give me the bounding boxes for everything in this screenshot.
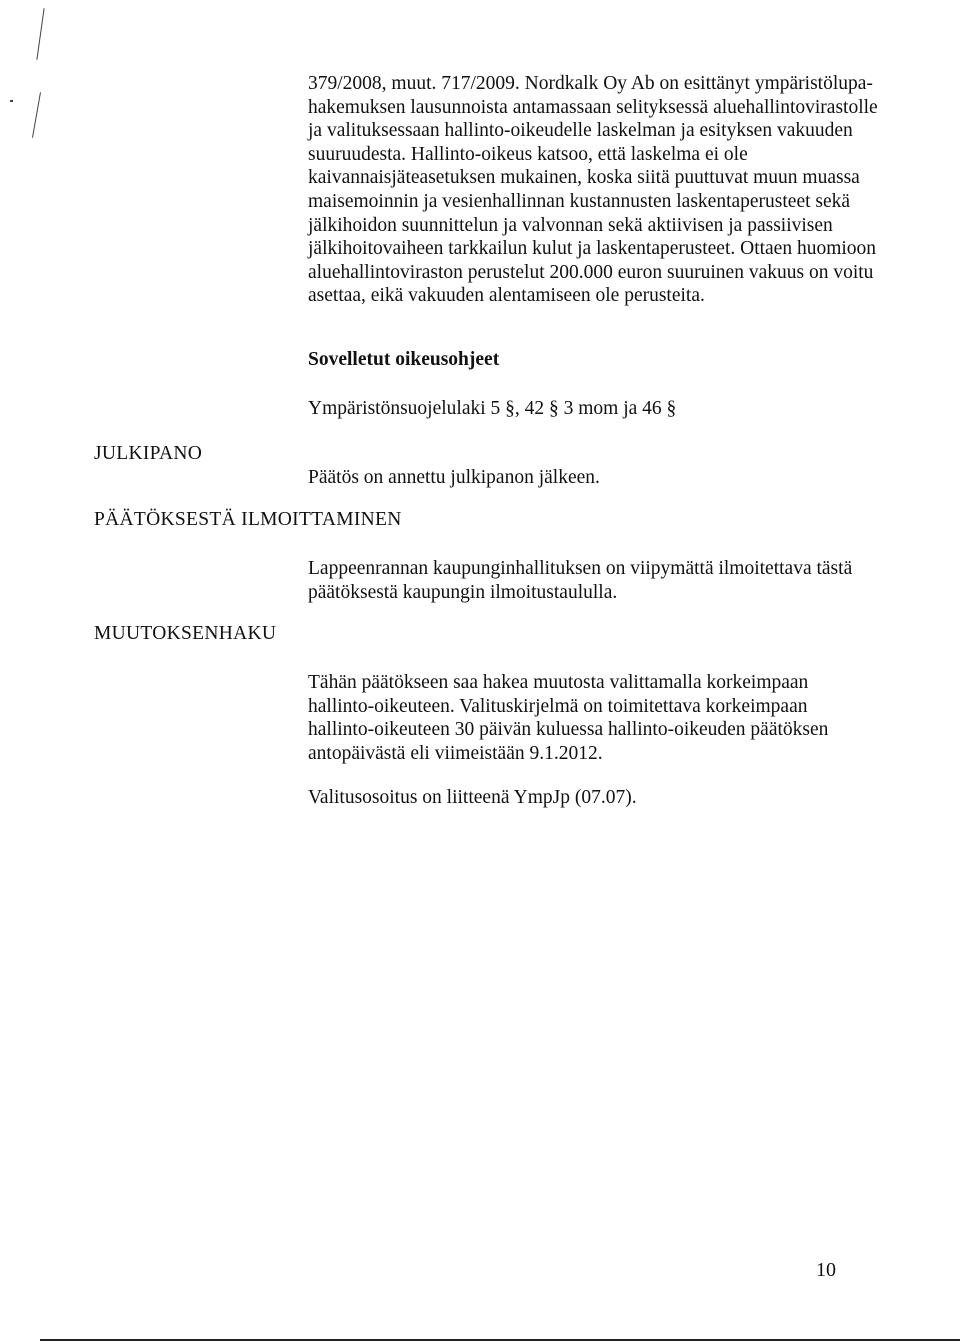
ilmoittaminen-text: Lappeenrannan kaupunginhallituksen on viipymättä ilmoitettava tästä päätöksestä kaupungin ilmoitustaululla. xyxy=(308,558,853,603)
scan-artifact-mark xyxy=(36,8,44,60)
applied-law-text: Ympäristönsuojelulaki 5 §, 42 § 3 mom ja 46 § xyxy=(308,398,677,419)
scan-artifact-mark xyxy=(32,92,41,137)
ilmoittaminen-label: PÄÄTÖKSESTÄ ILMOITTAMINEN xyxy=(94,509,402,530)
page-number: 10 xyxy=(816,1259,836,1281)
scan-artifact-mark xyxy=(10,100,13,102)
paragraph-continued: 379/2008, muut. 717/2009. Nordkalk Oy Ab on esittänyt ympäristölupa- hakemuksen lausunnoista antamassaan selityksessä aluehallintovirastolle ja valituksessaan hallinto-oikeudelle laskelman ja esityksen vakuuden suuruudesta. Hallinto-oikeus katsoo, että laskelma ei ole kaivannaisjäteasetuksen mukainen, koska siitä puuttuvat muun muassa maisemoinnin ja vesienhallinnan kustannusten laskentaperusteet sekä jälkihoidon suunnittelun ja valvonnan sekä aktiivisen ja passiivisen jälkihoitovaiheen tarkkailun kulut ja laskentaperusteet. Ottaen huomioon aluehallintoviraston perustelut 200.000 euron suuruinen vakuus on voitu asettaa, eikä vakuuden alentamiseen ole perusteita. xyxy=(308,73,878,307)
julkipano-label: JULKIPANO xyxy=(94,443,203,464)
footer-rule xyxy=(40,1339,960,1341)
julkipano-text: Päätös on annettu julkipanon jälkeen. xyxy=(308,467,600,488)
applied-law-heading: Sovelletut oikeusohjeet xyxy=(308,349,500,370)
muutoksenhaku-text: Tähän päätökseen saa hakea muutosta valittamalla korkeimpaan hallinto-oikeuteen. Valituskirjelmä on toimitettava korkeimpaan hallinto-oikeuteen 30 päivän kuluessa hallinto-oikeuden päätöksen antopäivästä eli viimeistään 9.1.2012. xyxy=(308,672,829,764)
muutoksenhaku-label: MUUTOKSENHAKU xyxy=(94,623,277,644)
appendix-note: Valitusosoitus on liitteenä YmpJp (07.07). xyxy=(308,787,637,808)
